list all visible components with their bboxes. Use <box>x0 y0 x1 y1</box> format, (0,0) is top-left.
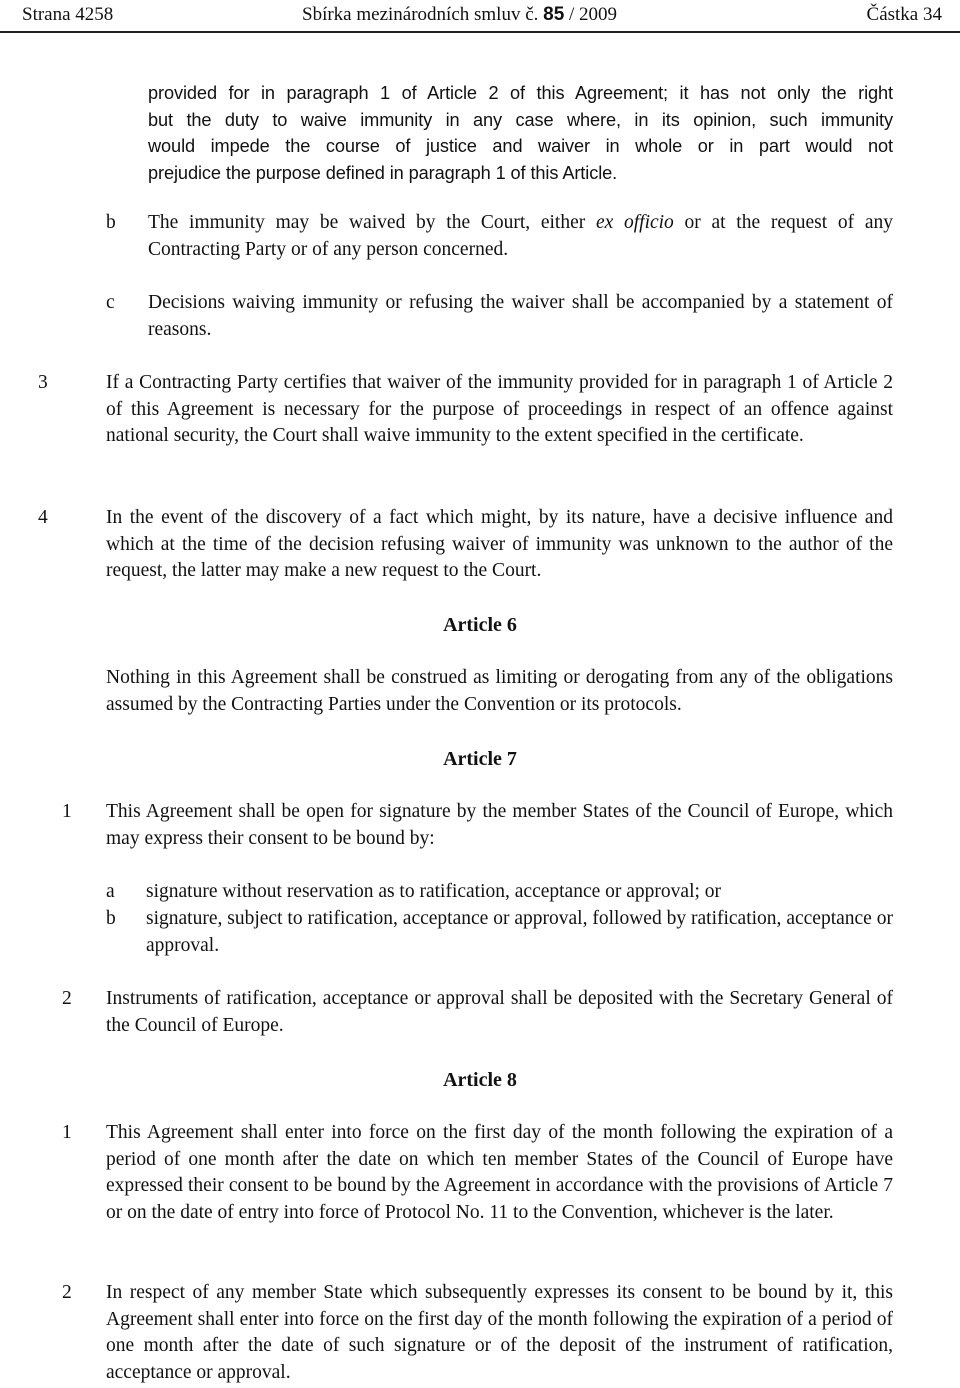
article-7-paragraph-2-text: Instruments of ratification, acceptance or approval shall be deposited with the Secretary General of the Council of Europe. <box>106 988 893 1036</box>
article-7-sub-b <box>146 906 893 959</box>
continuation-line: but the duty to waive immunity in any case where, in its opinion, such immunity <box>148 109 893 130</box>
paragraph-3-text: If a Contracting Party certifies that waiver of the immunity provided for in paragraph 1 of Article 2 of this Agreement is necessary for the purpose of proceedings in respect of an offence against national security, the Court shall waive immunity to the extent specified in the certificate. <box>106 372 893 447</box>
paragraph-number-4: 4 <box>38 507 48 528</box>
item-b-text-end: or at the request of any Contracting Party or of any person concerned. <box>148 212 893 260</box>
paragraph-4-text: In the event of the discovery of a fact which might, by its nature, have a decisive influence and which at the time of the decision refusing waiver of immunity was unknown to the author of the request, the latter may make a new request to the Court. <box>106 507 893 582</box>
article-8-paragraph-number-1: 1 <box>62 1122 72 1143</box>
article-7-sub-marker-b: b <box>106 908 116 929</box>
article-7-paragraph-2 <box>106 986 893 1039</box>
collection-prefix: Sbírka mezinárodních smluv č. <box>302 4 539 25</box>
paragraph-3 <box>106 370 893 450</box>
article-7-sub-b-text: signature, subject to ratification, acceptance or approval, followed by ratification, acceptance or approval. <box>146 908 893 956</box>
article-7-sub-marker-a: a <box>106 881 115 902</box>
article-7-paragraph-number-1: 1 <box>62 801 72 822</box>
part-label: Částka 34 <box>866 4 942 25</box>
article-7-paragraph-1-text: This Agreement shall be open for signature by the member States of the Council of Europe, which may express their consent to be bound by: <box>106 801 893 849</box>
article-8-paragraph-number-2: 2 <box>62 1282 72 1303</box>
paragraph-number-3: 3 <box>38 372 48 393</box>
article-7-sub-a-text: signature without reservation as to ratification, acceptance or approval; or <box>146 881 722 902</box>
item-c-text <box>148 290 893 343</box>
collection-title <box>302 4 617 26</box>
issue-year: / 2009 <box>569 4 618 25</box>
article-7-heading: Article 7 <box>443 748 517 770</box>
item-marker-b: b <box>106 212 116 233</box>
continuation-paragraph <box>148 80 893 187</box>
page-number: Strana 4258 <box>22 4 114 25</box>
item-c-paragraph: Decisions waiving immunity or refusing the waiver shall be accompanied by a statement of reasons. <box>148 292 893 340</box>
item-b-text-start: The immunity may be waived by the Court, either <box>148 212 596 233</box>
issue-number: 85 <box>543 4 565 25</box>
item-b-italic: ex officio <box>595 212 674 233</box>
page-header <box>0 0 960 34</box>
header-rule <box>0 31 960 33</box>
article-8-heading: Article 8 <box>443 1069 517 1091</box>
article-6-heading: Article 6 <box>443 614 517 636</box>
article-8-paragraph-1 <box>106 1120 893 1227</box>
article-8-paragraph-1-text: This Agreement shall enter into force on the first day of the month following the expiration of a period of one month after the date on which ten member States of the Council of Europe have expressed their consent to be bound by the Agreement in accordance with the provisions of Article 7 or on the date of entry into force of Protocol No. 11 to the Convention, whichever is the later. <box>106 1122 893 1224</box>
continuation-line: provided for in paragraph 1 of Article 2 of this Agreement; it has not only the right <box>148 83 893 103</box>
article-6-text: Nothing in this Agreement shall be construed as limiting or derogating from any of the obligations assumed by the Contracting Parties under the Convention or its protocols. <box>106 667 893 715</box>
continuation-line: prejudice the purpose defined in paragraph 1 of this Article. <box>148 163 618 184</box>
article-7-paragraph-1 <box>106 799 893 852</box>
article-7-paragraph-number-2: 2 <box>62 988 72 1009</box>
item-b-text <box>148 210 893 263</box>
article-8-paragraph-2-text: In respect of any member State which subsequently expresses its consent to be bound by it, this Agreement shall enter into force on the first day of the month following the expiration of a period of one month after the date of such signature or of the deposit of the instrument of ratification, acceptance or approval. <box>106 1282 893 1384</box>
article-8-paragraph-2 <box>106 1280 893 1387</box>
continuation-line: would impede the course of justice and waiver in whole or in part would not <box>148 136 893 157</box>
item-marker-c: c <box>106 292 115 313</box>
article-7-sub-a <box>146 879 893 906</box>
article-6-body <box>106 665 893 718</box>
paragraph-4 <box>106 505 893 585</box>
